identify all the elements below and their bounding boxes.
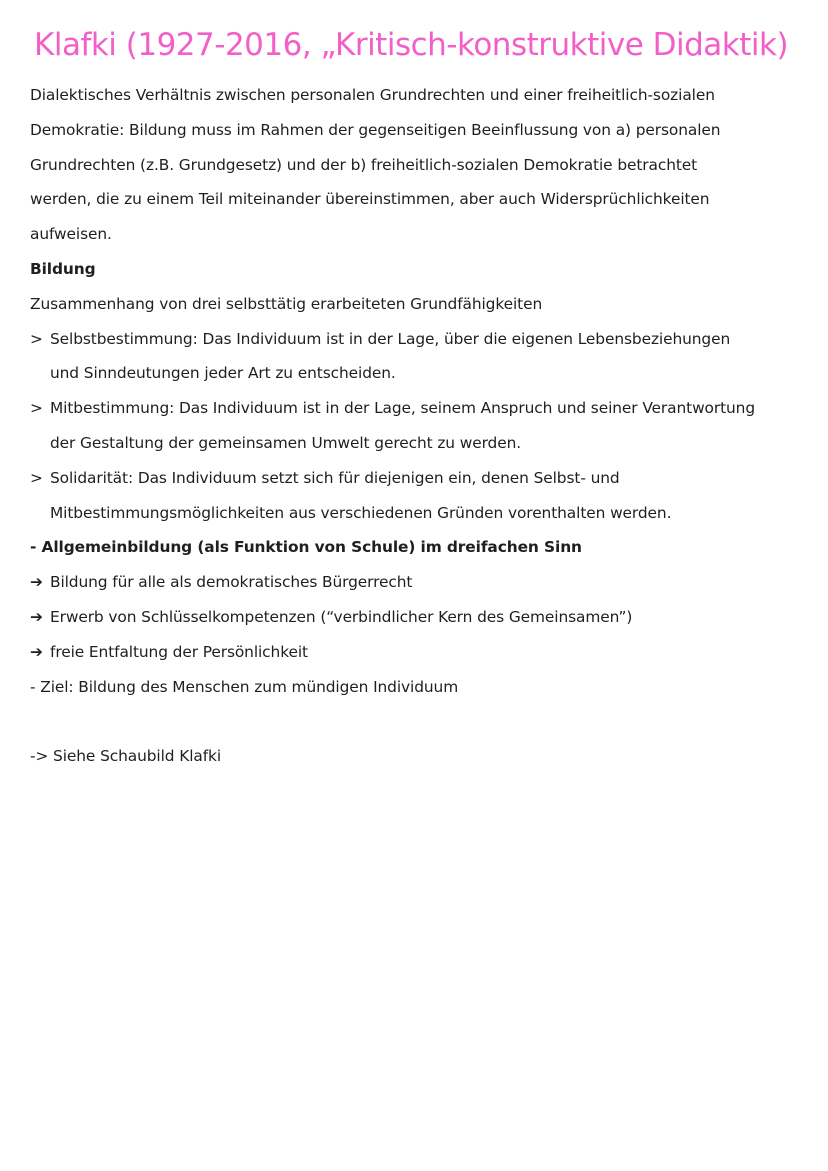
intro-line: Demokratie: Bildung muss im Rahmen der gegenseitigen Beeinflussung von a) personalen xyxy=(30,120,721,139)
bullet-item xyxy=(30,391,810,461)
chevron-right-icon: > xyxy=(30,329,43,348)
intro-line: Dialektisches Verhältnis zwischen personalen Grundrechten und einer freiheitlich-sozialen xyxy=(30,86,715,104)
intro-line: aufweisen. xyxy=(30,225,112,244)
document-body xyxy=(30,78,810,774)
bullet-list xyxy=(30,322,810,531)
chevron-right-icon: > xyxy=(30,468,43,487)
chevron-right-icon: > xyxy=(30,399,43,418)
allgemeinbildung-heading: - Allgemeinbildung (als Funktion von Schule) im dreifachen Sinn xyxy=(30,538,582,557)
page-title: Klafki (1927-2016, „Kritisch-konstruktive Didaktik) xyxy=(34,27,789,63)
arrow-item: Erwerb von Schlüsselkompetenzen (“verbindlicher Kern des Gemeinsamen”) xyxy=(50,607,633,626)
goal-statement: - Ziel: Bildung des Menschen zum mündigen Individuum xyxy=(30,677,459,696)
bullet-text: Mitbestimmung: Das Individuum ist in der Lage, seinem Anspruch und seiner Verantwortung xyxy=(50,399,756,418)
bullet-text: der Gestaltung der gemeinsamen Umwelt gerecht zu werden. xyxy=(50,433,522,452)
intro-line: werden, die zu einem Teil miteinander übereinstimmen, aber auch Widersprüchlichkeiten xyxy=(30,190,710,209)
arrow-item: Bildung für alle als demokratisches Bürgerrecht xyxy=(50,573,413,592)
bullet-text: Selbstbestimmung: Das Individuum ist in der Lage, über die eigenen Lebensbeziehungen xyxy=(50,329,731,348)
section-heading: Bildung xyxy=(30,259,96,278)
intro-line: Grundrechten (z.B. Grundgesetz) und der b) freiheitlich-sozialen Demokratie betrachtet xyxy=(30,155,698,174)
arrow-right-icon: ➔ xyxy=(30,607,43,626)
section-subheading: Zusammenhang von drei selbsttätig erarbeiteten Grundfähigkeiten xyxy=(30,294,543,313)
arrow-right-icon: ➔ xyxy=(30,642,43,661)
reference-note: -> Siehe Schaubild Klafki xyxy=(30,747,222,766)
bullet-text: Solidarität: Das Individuum setzt sich für diejenigen ein, denen Selbst- und xyxy=(50,468,620,487)
bullet-item xyxy=(30,322,810,392)
bullet-text: und Sinndeutungen jeder Art zu entscheiden. xyxy=(50,364,396,383)
arrow-item: freie Entfaltung der Persönlichkeit xyxy=(50,642,308,661)
intro-paragraph xyxy=(30,78,810,252)
arrow-right-icon: ➔ xyxy=(30,573,43,592)
arrow-list xyxy=(30,565,810,669)
bullet-item xyxy=(30,461,810,531)
bullet-text: Mitbestimmungsmöglichkeiten aus verschiedenen Gründen vorenthalten werden. xyxy=(50,503,672,522)
